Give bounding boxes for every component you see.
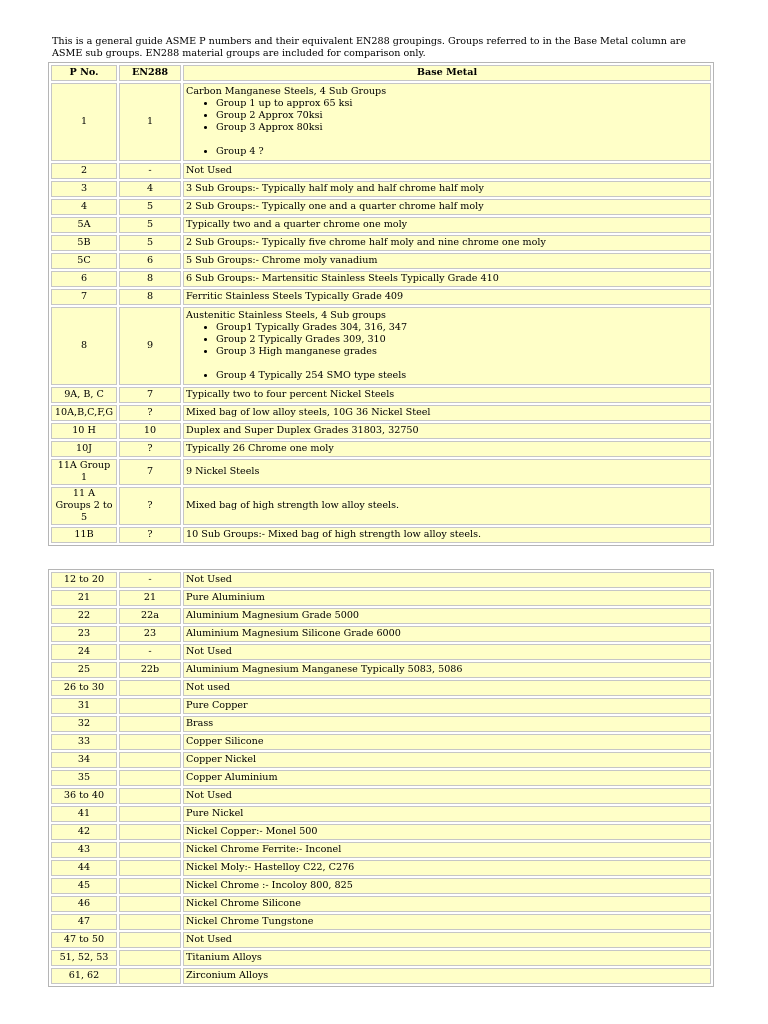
en288-cell: 7 xyxy=(119,459,181,485)
list-item: • Group 2 Approx 70ksi xyxy=(216,110,708,122)
pno-cell: 34 xyxy=(51,752,117,768)
en288-cell: ? xyxy=(119,487,181,525)
pno-cell: 42 xyxy=(51,824,117,840)
base-metal-cell: 5 Sub Groups:- Chrome moly vanadium xyxy=(183,253,711,269)
pno-cell: 22 xyxy=(51,608,117,624)
en288-cell xyxy=(119,860,181,876)
table-row xyxy=(51,217,711,233)
pno-cell: 43 xyxy=(51,842,117,858)
base-metal-cell: Copper Silicone xyxy=(183,734,711,750)
en288-cell xyxy=(119,914,181,930)
base-metal-cell: Not Used xyxy=(183,572,711,588)
base-metal-cell: Nickel Copper:- Monel 500 xyxy=(183,824,711,840)
pno-cell: 26 to 30 xyxy=(51,680,117,696)
base-metal-cell: Pure Aluminium xyxy=(183,590,711,606)
pno-cell: 41 xyxy=(51,806,117,822)
base-metal-cell: 10 Sub Groups:- Mixed bag of high strength low alloy steels. xyxy=(183,527,711,543)
table-row xyxy=(51,644,711,660)
base-metal-cell: Nickel Chrome Tungstone xyxy=(183,914,711,930)
sub-group-list xyxy=(186,322,708,383)
table-row xyxy=(51,842,711,858)
pno-cell: 25 xyxy=(51,662,117,678)
en288-cell xyxy=(119,698,181,714)
table-row xyxy=(51,590,711,606)
group-title: Austenitic Stainless Steels, 4 Sub groups xyxy=(186,309,386,321)
base-metal-cell: Nickel Moly:- Hastelloy C22, C276 xyxy=(183,860,711,876)
p-number-table-2 xyxy=(48,569,714,987)
base-metal-cell: Ferritic Stainless Steels Typically Grade 409 xyxy=(183,289,711,305)
base-metal-cell: Typically two to four percent Nickel Steels xyxy=(183,387,711,403)
pno-cell: 6 xyxy=(51,271,117,287)
base-metal-cell: Not Used xyxy=(183,644,711,660)
base-metal-cell: Typically two and a quarter chrome one moly xyxy=(183,217,711,233)
base-metal-cell: Duplex and Super Duplex Grades 31803, 32750 xyxy=(183,423,711,439)
base-metal-cell: Zirconium Alloys xyxy=(183,968,711,984)
base-metal-cell: Aluminium Magnesium Silicone Grade 6000 xyxy=(183,626,711,642)
en288-cell xyxy=(119,716,181,732)
en288-cell: 8 xyxy=(119,289,181,305)
en288-cell xyxy=(119,878,181,894)
pno-cell: 47 to 50 xyxy=(51,932,117,948)
base-metal-cell: Nickel Chrome Ferrite:- Inconel xyxy=(183,842,711,858)
base-metal-cell: Not Used xyxy=(183,788,711,804)
table-row xyxy=(51,968,711,984)
pno-cell: 31 xyxy=(51,698,117,714)
table-row xyxy=(51,770,711,786)
en288-cell xyxy=(119,752,181,768)
en288-cell: 8 xyxy=(119,271,181,287)
base-metal-cell: Aluminium Magnesium Grade 5000 xyxy=(183,608,711,624)
table-row xyxy=(51,423,711,439)
p-number-table-1 xyxy=(48,62,714,546)
pno-cell: 45 xyxy=(51,878,117,894)
header-row xyxy=(51,65,711,81)
pno-cell: 5C xyxy=(51,253,117,269)
list-item: • Group 3 Approx 80ksi xyxy=(216,122,708,134)
pno-cell: 7 xyxy=(51,289,117,305)
en288-cell: 9 xyxy=(119,307,181,385)
en288-cell: 10 xyxy=(119,423,181,439)
base-metal-cell: 9 Nickel Steels xyxy=(183,459,711,485)
base-metal-cell: Pure Nickel xyxy=(183,806,711,822)
pno-cell: 51, 52, 53 xyxy=(51,950,117,966)
table-row xyxy=(51,572,711,588)
base-metal-cell: Mixed bag of low alloy steels, 10G 36 Nickel Steel xyxy=(183,405,711,421)
group-title: Carbon Manganese Steels, 4 Sub Groups xyxy=(186,85,387,97)
en288-cell: 1 xyxy=(119,83,181,161)
en288-cell: - xyxy=(119,163,181,179)
table-row xyxy=(51,788,711,804)
table-row xyxy=(51,271,711,287)
base-metal-cell: Not used xyxy=(183,680,711,696)
en288-cell: 7 xyxy=(119,387,181,403)
base-metal-cell: Nickel Chrome :- Incoloy 800, 825 xyxy=(183,878,711,894)
table-row xyxy=(51,734,711,750)
pno-cell: 5A xyxy=(51,217,117,233)
pno-cell: 35 xyxy=(51,770,117,786)
pno-cell: 5B xyxy=(51,235,117,251)
table-row xyxy=(51,662,711,678)
pno-cell: 2 xyxy=(51,163,117,179)
pno-cell: 11 A Groups 2 to 5 xyxy=(51,487,117,525)
list-item: • Group 4 Typically 254 SMO type steels xyxy=(216,370,708,382)
en288-cell: 22b xyxy=(119,662,181,678)
col-header-pno: P No. xyxy=(51,65,117,81)
en288-cell: ? xyxy=(119,441,181,457)
en288-cell: 23 xyxy=(119,626,181,642)
en288-cell xyxy=(119,968,181,984)
base-metal-cell: Copper Aluminium xyxy=(183,770,711,786)
table-row xyxy=(51,163,711,179)
base-metal-cell: Not Used xyxy=(183,163,711,179)
col-header-en288: EN288 xyxy=(119,65,181,81)
pno-cell: 47 xyxy=(51,914,117,930)
base-metal-cell: Pure Copper xyxy=(183,698,711,714)
table-row xyxy=(51,950,711,966)
base-metal-cell xyxy=(183,83,711,161)
table-row xyxy=(51,459,711,485)
list-item: • Group 1 up to approx 65 ksi xyxy=(216,98,708,110)
table-row xyxy=(51,914,711,930)
pno-cell: 44 xyxy=(51,860,117,876)
table-row xyxy=(51,932,711,948)
table-row xyxy=(51,289,711,305)
list-item: • Group 2 Typically Grades 309, 310 xyxy=(216,334,708,346)
en288-cell: 5 xyxy=(119,217,181,233)
table-row xyxy=(51,83,711,161)
base-metal-cell: 2 Sub Groups:- Typically five chrome half moly and nine chrome one moly xyxy=(183,235,711,251)
en288-cell: 4 xyxy=(119,181,181,197)
base-metal-cell xyxy=(183,307,711,385)
base-metal-cell: 2 Sub Groups:- Typically one and a quarter chrome half moly xyxy=(183,199,711,215)
table-row xyxy=(51,199,711,215)
base-metal-cell: Brass xyxy=(183,716,711,732)
sub-group-list xyxy=(186,98,708,159)
pno-cell: 1 xyxy=(51,83,117,161)
base-metal-cell: 3 Sub Groups:- Typically half moly and half chrome half moly xyxy=(183,181,711,197)
en288-cell xyxy=(119,932,181,948)
table-row xyxy=(51,680,711,696)
pno-cell: 33 xyxy=(51,734,117,750)
pno-cell: 32 xyxy=(51,716,117,732)
base-metal-cell: Copper Nickel xyxy=(183,752,711,768)
base-metal-cell: 6 Sub Groups:- Martensitic Stainless Steels Typically Grade 410 xyxy=(183,271,711,287)
en288-cell: ? xyxy=(119,527,181,543)
pno-cell: 12 to 20 xyxy=(51,572,117,588)
base-metal-cell: Aluminium Magnesium Manganese Typically 5083, 5086 xyxy=(183,662,711,678)
pno-cell: 23 xyxy=(51,626,117,642)
en288-cell: 22a xyxy=(119,608,181,624)
en288-cell xyxy=(119,824,181,840)
en288-cell: 6 xyxy=(119,253,181,269)
table-row xyxy=(51,716,711,732)
en288-cell xyxy=(119,896,181,912)
en288-cell: 5 xyxy=(119,235,181,251)
base-metal-cell: Nickel Chrome Silicone xyxy=(183,896,711,912)
pno-cell: 46 xyxy=(51,896,117,912)
en288-cell xyxy=(119,950,181,966)
table-row xyxy=(51,824,711,840)
table-row xyxy=(51,626,711,642)
table-row xyxy=(51,698,711,714)
list-item: • Group1 Typically Grades 304, 316, 347 xyxy=(216,322,708,334)
pno-cell: 4 xyxy=(51,199,117,215)
pno-cell: 61, 62 xyxy=(51,968,117,984)
table-row xyxy=(51,235,711,251)
col-header-base-metal: Base Metal xyxy=(183,65,711,81)
en288-cell: - xyxy=(119,644,181,660)
en288-cell xyxy=(119,680,181,696)
en288-cell xyxy=(119,806,181,822)
table-row xyxy=(51,253,711,269)
base-metal-cell: Titanium Alloys xyxy=(183,950,711,966)
pno-cell: 11A Group 1 xyxy=(51,459,117,485)
table-row xyxy=(51,878,711,894)
pno-cell: 10A,B,C,F,G xyxy=(51,405,117,421)
table-row xyxy=(51,487,711,525)
pno-cell: 36 to 40 xyxy=(51,788,117,804)
table-row xyxy=(51,608,711,624)
intro-text: This is a general guide ASME P numbers and their equivalent EN288 groupings. Groups referred to in the Base Metal column are ASME sub groups. EN288 material groups are included for comparison only. xyxy=(52,35,686,60)
list-item: • Group 4 ? xyxy=(216,146,708,158)
base-metal-cell: Mixed bag of high strength low alloy steels. xyxy=(183,487,711,525)
table-row xyxy=(51,806,711,822)
en288-cell: ? xyxy=(119,405,181,421)
table-row xyxy=(51,752,711,768)
en288-cell xyxy=(119,842,181,858)
table-row xyxy=(51,896,711,912)
pno-cell: 21 xyxy=(51,590,117,606)
en288-cell xyxy=(119,770,181,786)
pno-cell: 24 xyxy=(51,644,117,660)
table-row xyxy=(51,405,711,421)
table-row xyxy=(51,441,711,457)
pno-cell: 8 xyxy=(51,307,117,385)
table-row xyxy=(51,387,711,403)
pno-cell: 10J xyxy=(51,441,117,457)
pno-cell: 9A, B, C xyxy=(51,387,117,403)
base-metal-cell: Typically 26 Chrome one moly xyxy=(183,441,711,457)
en288-cell: - xyxy=(119,572,181,588)
en288-cell xyxy=(119,788,181,804)
list-item: • Group 3 High manganese grades xyxy=(216,346,708,358)
table-row xyxy=(51,181,711,197)
pno-cell: 3 xyxy=(51,181,117,197)
table-row xyxy=(51,860,711,876)
base-metal-cell: Not Used xyxy=(183,932,711,948)
en288-cell: 5 xyxy=(119,199,181,215)
pno-cell: 11B xyxy=(51,527,117,543)
table-row xyxy=(51,527,711,543)
en288-cell: 21 xyxy=(119,590,181,606)
table-row xyxy=(51,307,711,385)
pno-cell: 10 H xyxy=(51,423,117,439)
en288-cell xyxy=(119,734,181,750)
